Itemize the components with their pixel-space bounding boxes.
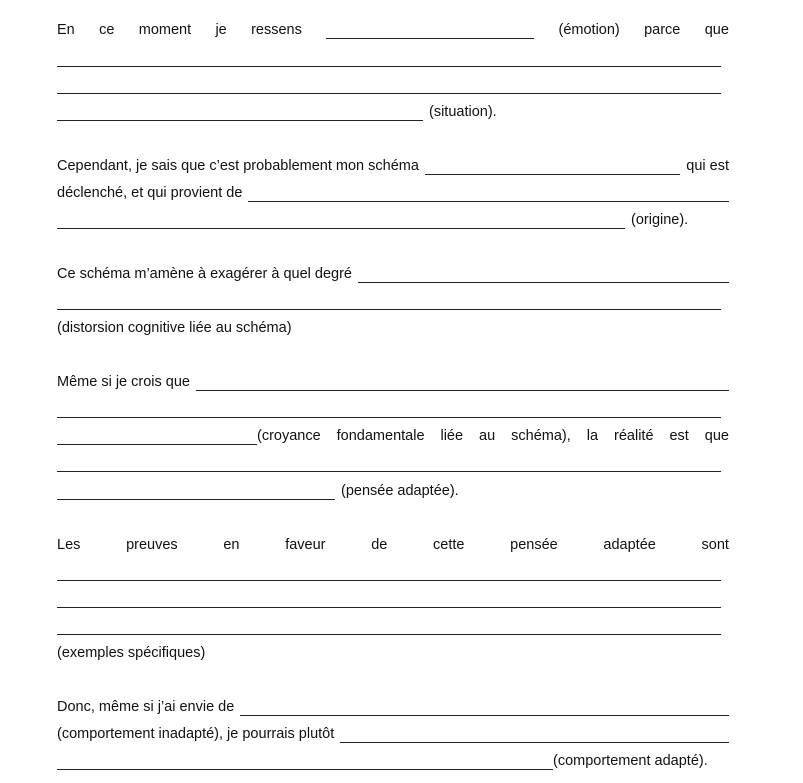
word: ressens xyxy=(251,22,302,38)
evidence-blank-1[interactable] xyxy=(57,564,721,581)
behavior-row xyxy=(57,694,729,716)
blank-row xyxy=(57,559,729,581)
adapted-behavior-blank-2[interactable] xyxy=(57,753,553,770)
behavior-line2-lead: (comportement inadapté), je pourrais plutôt xyxy=(57,726,335,742)
word: que xyxy=(704,22,729,38)
blank-row xyxy=(57,450,729,472)
distortion-row xyxy=(57,261,729,283)
schema-lead: Cependant, je sais que c’est probablement mon schéma xyxy=(57,158,419,174)
distortion-label-row xyxy=(57,315,729,337)
word: parce xyxy=(644,22,681,38)
schema-row xyxy=(57,153,729,175)
distortion-blank-2[interactable] xyxy=(57,293,721,310)
situation-label: (situation). xyxy=(429,104,497,120)
origin-row xyxy=(57,180,729,202)
belief-lead: Même si je crois que xyxy=(57,374,190,390)
evidence-label-row xyxy=(57,640,729,662)
adapted-behavior-label: (comportement adapté). xyxy=(553,753,708,769)
situation-blank-1[interactable] xyxy=(57,50,721,67)
blank-row xyxy=(57,613,729,635)
belief-blank-2[interactable] xyxy=(57,401,721,418)
origin-blank-1[interactable] xyxy=(248,185,729,202)
origin-label: (origine). xyxy=(631,212,689,228)
word: preuves xyxy=(126,537,178,553)
situation-blank-2[interactable] xyxy=(57,77,721,94)
belief-label-row xyxy=(57,423,729,445)
blank-row xyxy=(57,72,729,94)
blank-row xyxy=(57,288,729,310)
adapted-thought-row xyxy=(57,478,729,500)
adapted-thought-blank-2[interactable] xyxy=(57,483,335,500)
origin-lead: déclenché, et qui provient de xyxy=(57,185,243,201)
blank-row xyxy=(57,396,729,418)
evidence-blank-3[interactable] xyxy=(57,618,721,635)
belief-row xyxy=(57,369,729,391)
word: ce xyxy=(99,22,115,38)
schema-blank[interactable] xyxy=(425,158,680,175)
blank-row xyxy=(57,45,729,67)
word: de xyxy=(371,537,388,553)
distortion-label: (distorsion cognitive liée au schéma) xyxy=(57,320,292,336)
belief-blank-1[interactable] xyxy=(196,374,729,391)
word: en xyxy=(223,537,240,553)
word: cette xyxy=(433,537,465,553)
adapted-behavior-row xyxy=(57,748,729,770)
word: je xyxy=(215,22,227,38)
emotion-row xyxy=(57,17,729,39)
adapted-thought-label: (pensée adaptée). xyxy=(341,483,459,499)
adapted-behavior-blank-1[interactable] xyxy=(340,726,729,743)
origin-blank-2[interactable] xyxy=(57,212,625,229)
evidence-blank-2[interactable] xyxy=(57,591,721,608)
emotion-blank[interactable] xyxy=(326,22,534,39)
emotion-label: (émotion) xyxy=(558,22,620,38)
situation-blank-3[interactable] xyxy=(57,104,423,121)
evidence-label: (exemples spécifiques) xyxy=(57,645,206,661)
word: faveur xyxy=(285,537,326,553)
distortion-blank-1[interactable] xyxy=(358,266,729,283)
evidence-row xyxy=(57,532,729,554)
belief-label: (croyance fondamentale liée au schéma), la réalité est que xyxy=(257,428,729,444)
blank-row xyxy=(57,586,729,608)
maladaptive-behavior-blank[interactable] xyxy=(240,699,729,716)
word: pensée xyxy=(510,537,558,553)
behavior-row-2 xyxy=(57,721,729,743)
word: sont xyxy=(701,537,729,553)
belief-blank-3[interactable] xyxy=(57,428,257,445)
word: Les xyxy=(57,537,81,553)
word: En xyxy=(57,22,75,38)
adapted-thought-blank-1[interactable] xyxy=(57,455,721,472)
distortion-lead: Ce schéma m’amène à exagérer à quel degré xyxy=(57,266,352,282)
schema-tail: qui est xyxy=(686,158,729,174)
situation-row xyxy=(57,99,729,121)
word: moment xyxy=(138,22,192,38)
word: adaptée xyxy=(603,537,656,553)
origin-label-row xyxy=(57,207,729,229)
behavior-lead: Donc, même si j’ai envie de xyxy=(57,699,235,715)
